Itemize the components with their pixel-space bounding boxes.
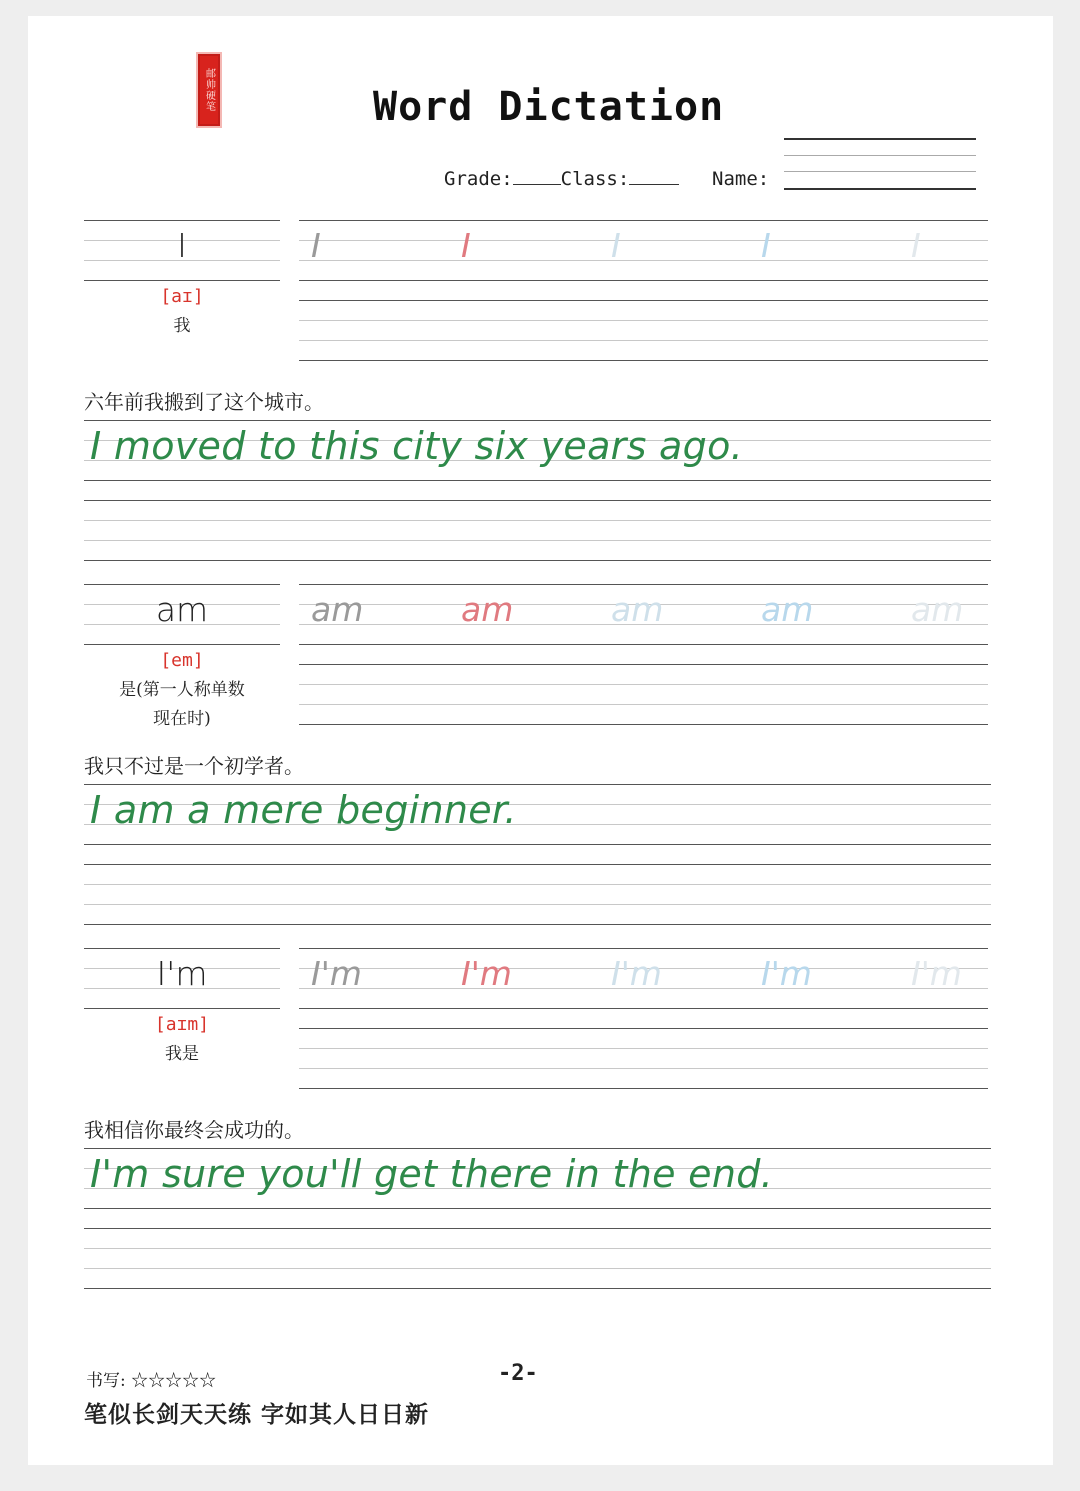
sentence-english: I am a mere beginner. [90, 788, 517, 832]
page-title: Word Dictation [373, 84, 725, 130]
rating-label: 书写: [86, 1371, 126, 1391]
practice-line [299, 340, 988, 341]
title-underline [784, 138, 976, 140]
seal-stamp: 邮帅硬笔 [198, 54, 220, 126]
trace-word: I'm [911, 954, 962, 993]
practice-line [299, 300, 988, 301]
practice-line [299, 1028, 988, 1029]
page-number: -2- [498, 1361, 538, 1386]
entry-meaning: 是(第一人称单数 [119, 680, 245, 700]
sentence-line [84, 540, 991, 541]
entry-word: I [177, 226, 187, 265]
trace-word: am [311, 590, 364, 629]
practice-line [299, 1088, 988, 1089]
sentence-line [84, 1228, 991, 1229]
practice-line [299, 360, 988, 361]
sentence-chinese: 我相信你最终会成功的。 [84, 1118, 304, 1142]
sentence-line [84, 784, 991, 785]
trace-word: am [911, 590, 964, 629]
sentence-line [84, 560, 991, 561]
entry-phonetic: [aɪ] [160, 286, 204, 307]
practice-line [299, 724, 988, 725]
trace-guide-line [299, 240, 988, 241]
name-row [712, 168, 769, 190]
class-label: Class: [560, 168, 630, 190]
entry-word: I'm [156, 954, 208, 993]
grade-class-row [444, 168, 679, 190]
trace-word: am [761, 590, 814, 629]
word-guide-line [84, 220, 280, 221]
class-field[interactable] [629, 169, 679, 185]
trace-word: I [611, 226, 621, 265]
trace-guide-line [299, 644, 988, 645]
word-guide-line [84, 280, 280, 281]
grade-field[interactable] [513, 169, 561, 185]
sentence-line [84, 924, 991, 925]
trace-word: I [761, 226, 771, 265]
name-rule-thin [784, 171, 976, 172]
trace-guide-line [299, 260, 988, 261]
name-field[interactable] [784, 188, 976, 190]
practice-line [299, 1048, 988, 1049]
trace-word: I'm [761, 954, 812, 993]
sentence-line [84, 1208, 991, 1209]
practice-line [299, 664, 988, 665]
word-guide-line [84, 1008, 280, 1009]
trace-guide-line [299, 948, 988, 949]
name-label: Name: [712, 168, 770, 190]
entry-phonetic: [aɪm] [154, 1014, 210, 1035]
sentence-line [84, 1268, 991, 1269]
practice-line [299, 704, 988, 705]
title-rule-thin [784, 155, 976, 156]
practice-line [299, 320, 988, 321]
rating-stars[interactable]: ☆☆☆☆☆ [131, 1371, 217, 1391]
entry-meaning: 我是 [165, 1044, 199, 1064]
trace-guide-line [299, 584, 988, 585]
practice-line [299, 684, 988, 685]
trace-word: I'm [611, 954, 662, 993]
entry-phonetic: [em] [160, 650, 204, 671]
sentence-english: I moved to this city six years ago. [90, 424, 743, 468]
trace-word: I [911, 226, 921, 265]
trace-word: I'm [311, 954, 362, 993]
sentence-line [84, 420, 991, 421]
sentence-line [84, 1288, 991, 1289]
motto: 笔似长剑天天练 字如其人日日新 [84, 1401, 430, 1428]
sentence-line [84, 844, 991, 845]
trace-guide-line [299, 280, 988, 281]
word-guide-line [84, 948, 280, 949]
entry-meaning: 我 [173, 316, 191, 336]
word-guide-line [84, 584, 280, 585]
entry-word: am [155, 590, 209, 629]
sentence-line [84, 864, 991, 865]
sentence-chinese: 六年前我搬到了这个城市。 [84, 390, 324, 414]
sentence-line [84, 884, 991, 885]
practice-line [299, 1068, 988, 1069]
trace-guide-line [299, 1008, 988, 1009]
entry-meaning-cont: 现在时) [153, 709, 211, 729]
sentence-line [84, 904, 991, 905]
trace-word: I [311, 226, 321, 265]
rating-row [86, 1366, 216, 1391]
sentence-line [84, 1148, 991, 1149]
sentence-line [84, 480, 991, 481]
sentence-chinese: 我只不过是一个初学者。 [84, 754, 304, 778]
trace-word: am [611, 590, 664, 629]
trace-word: I [461, 226, 471, 265]
sentence-english: I'm sure you'll get there in the end. [90, 1152, 774, 1196]
trace-word: I'm [461, 954, 512, 993]
sentence-line [84, 520, 991, 521]
word-guide-line [84, 644, 280, 645]
grade-label: Grade: [444, 168, 513, 190]
worksheet-page [28, 16, 1053, 1465]
sentence-line [84, 500, 991, 501]
sentence-line [84, 1248, 991, 1249]
trace-word: am [461, 590, 514, 629]
trace-guide-line [299, 220, 988, 221]
